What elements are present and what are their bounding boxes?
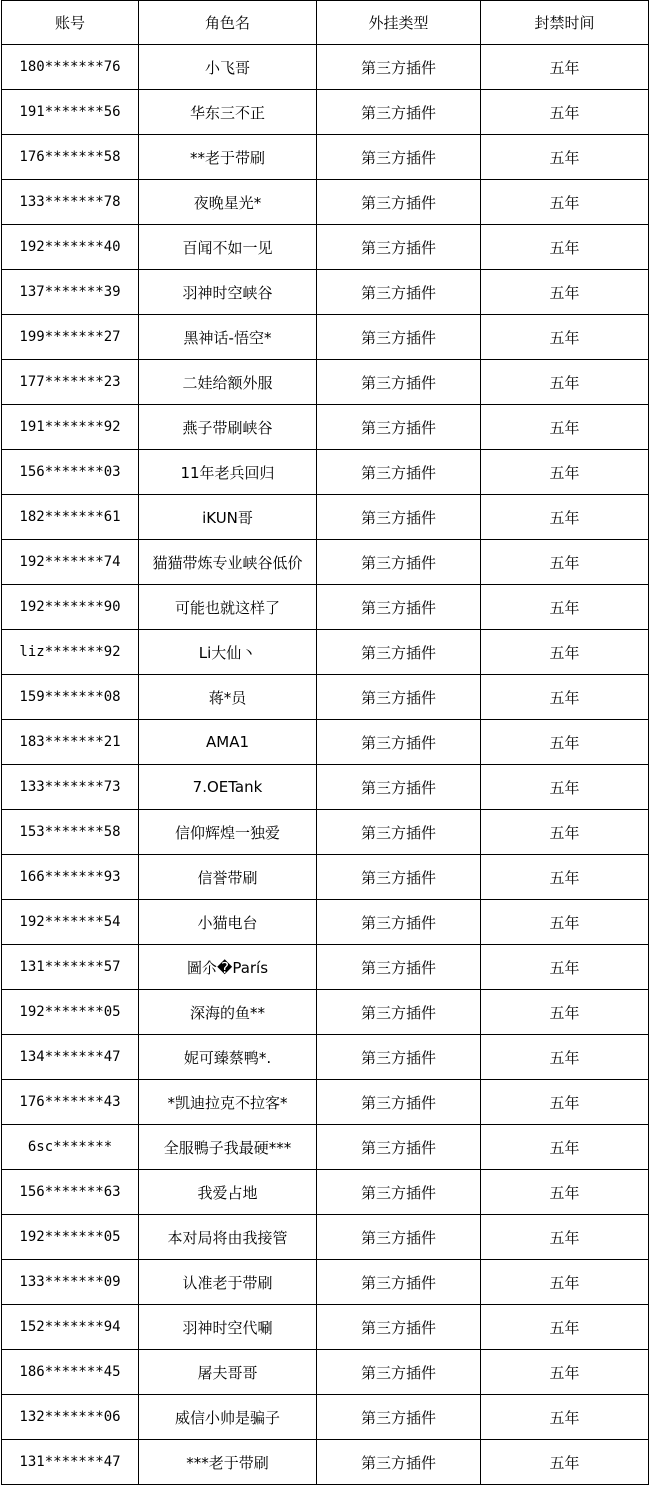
cheat-type-cell: 第三方插件 — [317, 585, 481, 630]
account-cell: 152*******94 — [2, 1305, 139, 1350]
ban-duration-cell: 五年 — [481, 900, 649, 945]
ban-duration-cell: 五年 — [481, 585, 649, 630]
header-ban-duration: 封禁时间 — [481, 1, 649, 45]
account-cell: 156*******63 — [2, 1170, 139, 1215]
account-cell: 192*******05 — [2, 990, 139, 1035]
role-name-cell: 小猫电台 — [139, 900, 317, 945]
cheat-type-cell: 第三方插件 — [317, 405, 481, 450]
table-row — [2, 225, 649, 270]
cheat-type-cell: 第三方插件 — [317, 1125, 481, 1170]
account-cell: 137*******39 — [2, 270, 139, 315]
account-cell: 153*******58 — [2, 810, 139, 855]
cheat-type-cell: 第三方插件 — [317, 855, 481, 900]
cheat-type-cell: 第三方插件 — [317, 1395, 481, 1440]
table-row — [2, 90, 649, 135]
account-cell: 192*******05 — [2, 1215, 139, 1260]
cheat-type-cell: 第三方插件 — [317, 180, 481, 225]
role-name-cell: 羽神时空代唰 — [139, 1305, 317, 1350]
ban-duration-cell: 五年 — [481, 540, 649, 585]
ban-duration-cell: 五年 — [481, 1260, 649, 1305]
account-cell: 192*******40 — [2, 225, 139, 270]
cheat-type-cell: 第三方插件 — [317, 900, 481, 945]
ban-duration-cell: 五年 — [481, 1035, 649, 1080]
role-name-cell: 二娃给额外服 — [139, 360, 317, 405]
account-cell: 133*******78 — [2, 180, 139, 225]
ban-duration-cell: 五年 — [481, 990, 649, 1035]
table-row — [2, 1260, 649, 1305]
role-name-cell: 羽神时空峡谷 — [139, 270, 317, 315]
header-cheat-type: 外挂类型 — [317, 1, 481, 45]
table-row — [2, 1350, 649, 1395]
table-row — [2, 1215, 649, 1260]
role-name-cell: 本对局将由我接管 — [139, 1215, 317, 1260]
ban-duration-cell: 五年 — [481, 630, 649, 675]
role-name-cell: 妮可臻蔡鸭*. — [139, 1035, 317, 1080]
account-cell: 132*******06 — [2, 1395, 139, 1440]
ban-duration-cell: 五年 — [481, 810, 649, 855]
cheat-type-cell: 第三方插件 — [317, 1260, 481, 1305]
ban-duration-cell: 五年 — [481, 270, 649, 315]
account-cell: 131*******47 — [2, 1440, 139, 1485]
role-name-cell: 可能也就这样了 — [139, 585, 317, 630]
cheat-type-cell: 第三方插件 — [317, 360, 481, 405]
table-row — [2, 765, 649, 810]
role-name-cell: 7.OETank — [139, 765, 317, 810]
account-cell: 192*******90 — [2, 585, 139, 630]
ban-duration-cell: 五年 — [481, 360, 649, 405]
cheat-type-cell: 第三方插件 — [317, 990, 481, 1035]
ban-list-table — [1, 0, 649, 1485]
ban-duration-cell: 五年 — [481, 180, 649, 225]
role-name-cell: 猫猫带炼专业峡谷低价 — [139, 540, 317, 585]
table-row — [2, 675, 649, 720]
table-row — [2, 1035, 649, 1080]
ban-duration-cell: 五年 — [481, 315, 649, 360]
table-row — [2, 1440, 649, 1485]
table-row — [2, 630, 649, 675]
ban-duration-cell: 五年 — [481, 1395, 649, 1440]
cheat-type-cell: 第三方插件 — [317, 630, 481, 675]
cheat-type-cell: 第三方插件 — [317, 765, 481, 810]
account-cell: 166*******93 — [2, 855, 139, 900]
table-row — [2, 720, 649, 765]
account-cell: 156*******03 — [2, 450, 139, 495]
account-cell: 133*******73 — [2, 765, 139, 810]
cheat-type-cell: 第三方插件 — [317, 675, 481, 720]
role-name-cell: 威信小帅是骗子 — [139, 1395, 317, 1440]
ban-duration-cell: 五年 — [481, 1440, 649, 1485]
role-name-cell: 认准老于带刷 — [139, 1260, 317, 1305]
role-name-cell: **老于带刷 — [139, 135, 317, 180]
ban-duration-cell: 五年 — [481, 45, 649, 90]
table-row — [2, 495, 649, 540]
account-cell: 180*******76 — [2, 45, 139, 90]
role-name-cell: 蒋*员 — [139, 675, 317, 720]
ban-duration-cell: 五年 — [481, 1305, 649, 1350]
ban-duration-cell: 五年 — [481, 135, 649, 180]
ban-duration-cell: 五年 — [481, 765, 649, 810]
account-cell: 186*******45 — [2, 1350, 139, 1395]
table-row — [2, 540, 649, 585]
role-name-cell: 黑神话-悟空* — [139, 315, 317, 360]
role-name-cell: 夜晚星光* — [139, 180, 317, 225]
account-cell: 177*******23 — [2, 360, 139, 405]
account-cell: liz*******92 — [2, 630, 139, 675]
account-cell: 192*******74 — [2, 540, 139, 585]
cheat-type-cell: 第三方插件 — [317, 45, 481, 90]
table-row — [2, 450, 649, 495]
table-row — [2, 855, 649, 900]
ban-duration-cell: 五年 — [481, 1080, 649, 1125]
cheat-type-cell: 第三方插件 — [317, 720, 481, 765]
ban-duration-cell: 五年 — [481, 720, 649, 765]
cheat-type-cell: 第三方插件 — [317, 90, 481, 135]
ban-duration-cell: 五年 — [481, 855, 649, 900]
ban-duration-cell: 五年 — [481, 945, 649, 990]
account-cell: 183*******21 — [2, 720, 139, 765]
role-name-cell: AMA1 — [139, 720, 317, 765]
cheat-type-cell: 第三方插件 — [317, 810, 481, 855]
cheat-type-cell: 第三方插件 — [317, 945, 481, 990]
role-name-cell: 信誉带刷 — [139, 855, 317, 900]
role-name-cell: 小飞哥 — [139, 45, 317, 90]
role-name-cell: 圖尒�París — [139, 945, 317, 990]
table-row — [2, 585, 649, 630]
cheat-type-cell: 第三方插件 — [317, 450, 481, 495]
cheat-type-cell: 第三方插件 — [317, 1350, 481, 1395]
ban-duration-cell: 五年 — [481, 495, 649, 540]
account-cell: 182*******61 — [2, 495, 139, 540]
table-header-row — [2, 1, 649, 45]
cheat-type-cell: 第三方插件 — [317, 315, 481, 360]
account-cell: 134*******47 — [2, 1035, 139, 1080]
role-name-cell: 百闻不如一见 — [139, 225, 317, 270]
role-name-cell: Li大仙丶 — [139, 630, 317, 675]
ban-duration-cell: 五年 — [481, 405, 649, 450]
account-cell: 159*******08 — [2, 675, 139, 720]
cheat-type-cell: 第三方插件 — [317, 1305, 481, 1350]
account-cell: 133*******09 — [2, 1260, 139, 1305]
role-name-cell: ***老于带刷 — [139, 1440, 317, 1485]
role-name-cell: 信仰辉煌一独爱 — [139, 810, 317, 855]
table-row — [2, 945, 649, 990]
table-row — [2, 180, 649, 225]
header-role-name: 角色名 — [139, 1, 317, 45]
cheat-type-cell: 第三方插件 — [317, 1080, 481, 1125]
account-cell: 176*******43 — [2, 1080, 139, 1125]
ban-duration-cell: 五年 — [481, 1170, 649, 1215]
account-cell: 176*******58 — [2, 135, 139, 180]
ban-duration-cell: 五年 — [481, 1215, 649, 1260]
role-name-cell: 深海的鱼** — [139, 990, 317, 1035]
table-row — [2, 810, 649, 855]
table-row — [2, 270, 649, 315]
ban-duration-cell: 五年 — [481, 90, 649, 135]
table-row — [2, 405, 649, 450]
role-name-cell: 华东三不正 — [139, 90, 317, 135]
role-name-cell: *凯迪拉克不拉客* — [139, 1080, 317, 1125]
cheat-type-cell: 第三方插件 — [317, 1170, 481, 1215]
cheat-type-cell: 第三方插件 — [317, 495, 481, 540]
account-cell: 199*******27 — [2, 315, 139, 360]
table-row — [2, 1395, 649, 1440]
table-row — [2, 315, 649, 360]
table-row — [2, 1125, 649, 1170]
ban-duration-cell: 五年 — [481, 675, 649, 720]
table-row — [2, 360, 649, 405]
account-cell: 6sc******* — [2, 1125, 139, 1170]
cheat-type-cell: 第三方插件 — [317, 1215, 481, 1260]
cheat-type-cell: 第三方插件 — [317, 135, 481, 180]
role-name-cell: 11年老兵回归 — [139, 450, 317, 495]
table-row — [2, 900, 649, 945]
cheat-type-cell: 第三方插件 — [317, 270, 481, 315]
ban-duration-cell: 五年 — [481, 1125, 649, 1170]
ban-duration-cell: 五年 — [481, 450, 649, 495]
table-row — [2, 1170, 649, 1215]
role-name-cell: 燕子带刷峡谷 — [139, 405, 317, 450]
account-cell: 131*******57 — [2, 945, 139, 990]
account-cell: 191*******56 — [2, 90, 139, 135]
ban-duration-cell: 五年 — [481, 225, 649, 270]
table-row — [2, 1305, 649, 1350]
table-row — [2, 1080, 649, 1125]
cheat-type-cell: 第三方插件 — [317, 1440, 481, 1485]
role-name-cell: 我爱占地 — [139, 1170, 317, 1215]
account-cell: 192*******54 — [2, 900, 139, 945]
header-account: 账号 — [2, 1, 139, 45]
cheat-type-cell: 第三方插件 — [317, 540, 481, 585]
role-name-cell: iKUN哥 — [139, 495, 317, 540]
role-name-cell: 全服鴨子我最硬*** — [139, 1125, 317, 1170]
table-row — [2, 45, 649, 90]
table-row — [2, 135, 649, 180]
table-row — [2, 990, 649, 1035]
ban-duration-cell: 五年 — [481, 1350, 649, 1395]
cheat-type-cell: 第三方插件 — [317, 225, 481, 270]
role-name-cell: 屠夫哥哥 — [139, 1350, 317, 1395]
cheat-type-cell: 第三方插件 — [317, 1035, 481, 1080]
account-cell: 191*******92 — [2, 405, 139, 450]
